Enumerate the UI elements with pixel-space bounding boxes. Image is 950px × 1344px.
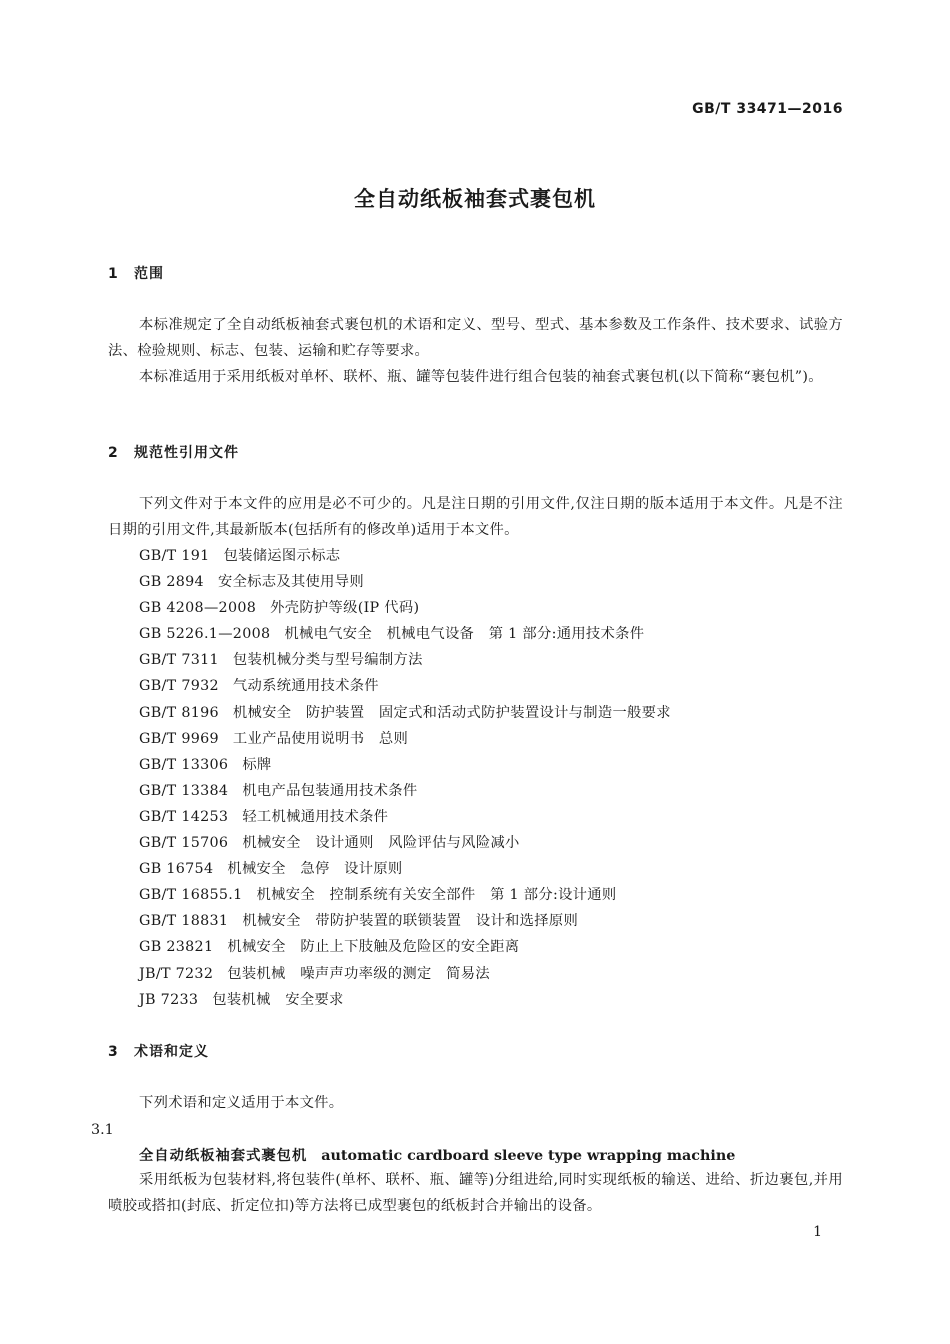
reference-title: 标牌 [242,756,272,773]
reference-title: 包装机械 噪声声功率级的测定 简易法 [227,965,490,982]
normative-references-list [139,543,671,1013]
reference-item [139,856,671,882]
reference-item [139,647,671,673]
reference-code: GB 23821 [139,939,214,956]
reference-item [139,700,671,726]
section-1-number: 1 [108,266,119,282]
section-3-number: 3 [108,1044,119,1060]
reference-code: GB/T 18831 [139,913,229,930]
term-english: automatic cardboard sleeve type wrapping machine [321,1148,736,1164]
reference-title: 包装机械分类与型号编制方法 [232,652,423,669]
section-1-heading [108,264,164,284]
reference-item [139,778,671,804]
reference-title: 机械安全 防护装置 固定式和活动式防护装置设计与制造一般要求 [232,704,671,721]
reference-item [139,987,671,1013]
section-2-title: 规范性引用文件 [134,445,239,461]
reference-code: GB/T 13306 [139,756,229,773]
reference-code: GB 4208—2008 [139,600,257,617]
section-2-number: 2 [108,445,119,461]
reference-title: 机电产品包装通用技术条件 [242,782,418,799]
page-number: 1 [813,1224,822,1240]
reference-code: GB 16754 [139,861,214,878]
reference-title: 机械安全 控制系统有关安全部件 第 1 部分:设计通则 [256,887,617,904]
reference-code: GB/T 7311 [139,652,219,669]
reference-title: 气动系统通用技术条件 [232,678,379,695]
reference-code: JB/T 7232 [139,965,214,982]
reference-title: 机械安全 设计通则 风险评估与风险减小 [242,835,520,852]
reference-title: 外壳防护等级(IP 代码) [270,600,420,617]
reference-item [139,543,671,569]
terms-intro: 下列术语和定义适用于本文件。 [139,1095,344,1111]
reference-title: 工业产品使用说明书 总则 [232,730,409,747]
scope-paragraph-2: 本标准适用于采用纸板对单杯、联杯、瓶、罐等包装件进行组合包装的袖套式裹包机(以下简称“裹包机”)。 [139,369,823,385]
section-2-heading [108,443,239,463]
term-entry [139,1146,735,1166]
section-3-heading [108,1042,209,1062]
reference-code: GB/T 14253 [139,808,229,825]
reference-title: 机械电气安全 机械电气设备 第 1 部分:通用技术条件 [284,626,645,643]
reference-title: 机械安全 带防护装置的联锁装置 设计和选择原则 [242,913,579,930]
reference-code: GB/T 16855.1 [139,887,243,904]
section-3-title: 术语和定义 [134,1044,209,1060]
reference-item [139,621,671,647]
section-1-title: 范围 [134,266,164,282]
reference-title: 轻工机械通用技术条件 [242,808,389,825]
term-definition: 采用纸板为包装材料,将包装件(单杯、联杯、瓶、罐等)分组进给,同时实现纸板的输送、进给、折边裹包,并用喷胶或搭扣(封底、折定位扣)等方法将已成型裹包的纸板封合并输出的设备。 [108,1172,843,1214]
reference-item [139,752,671,778]
reference-title: 机械安全 防止上下肢触及危险区的安全距离 [227,939,520,956]
reference-item [139,830,671,856]
reference-item [139,726,671,752]
reference-code: GB/T 15706 [139,835,229,852]
reference-item [139,908,671,934]
reference-item [139,961,671,987]
clause-number: 3.1 [91,1122,114,1138]
reference-item [139,673,671,699]
reference-code: GB 5226.1—2008 [139,626,271,643]
scope-paragraph-1: 本标准规定了全自动纸板袖套式裹包机的术语和定义、型号、型式、基本参数及工作条件、技术要求、试验方法、检验规则、标志、包装、运输和贮存等要求。 [108,317,843,359]
reference-code: JB 7233 [139,991,199,1008]
reference-code: GB/T 191 [139,548,210,564]
reference-code: GB/T 13384 [139,782,229,799]
standard-number: GB/T 33471—2016 [692,101,843,117]
reference-title: 安全标志及其使用导则 [217,574,364,591]
references-intro: 下列文件对于本文件的应用是必不可少的。凡是注日期的引用文件,仅注日期的版本适用于本文件。凡是不注日期的引用文件,其最新版本(包括所有的修改单)适用于本文件。 [108,496,843,538]
reference-code: GB/T 9969 [139,730,219,747]
reference-code: GB 2894 [139,574,204,591]
document-title: 全自动纸板袖套式裹包机 [354,187,596,211]
reference-code: GB/T 7932 [139,678,219,695]
reference-code: GB/T 8196 [139,704,219,721]
reference-item [139,595,671,621]
term-chinese: 全自动纸板袖套式裹包机 [139,1148,308,1164]
reference-title: 包装储运图示标志 [223,548,341,564]
reference-item [139,882,671,908]
reference-item [139,804,671,830]
reference-title: 机械安全 急停 设计原则 [227,861,403,878]
reference-title: 包装机械 安全要求 [212,991,344,1008]
reference-item [139,934,671,960]
reference-item [139,569,671,595]
